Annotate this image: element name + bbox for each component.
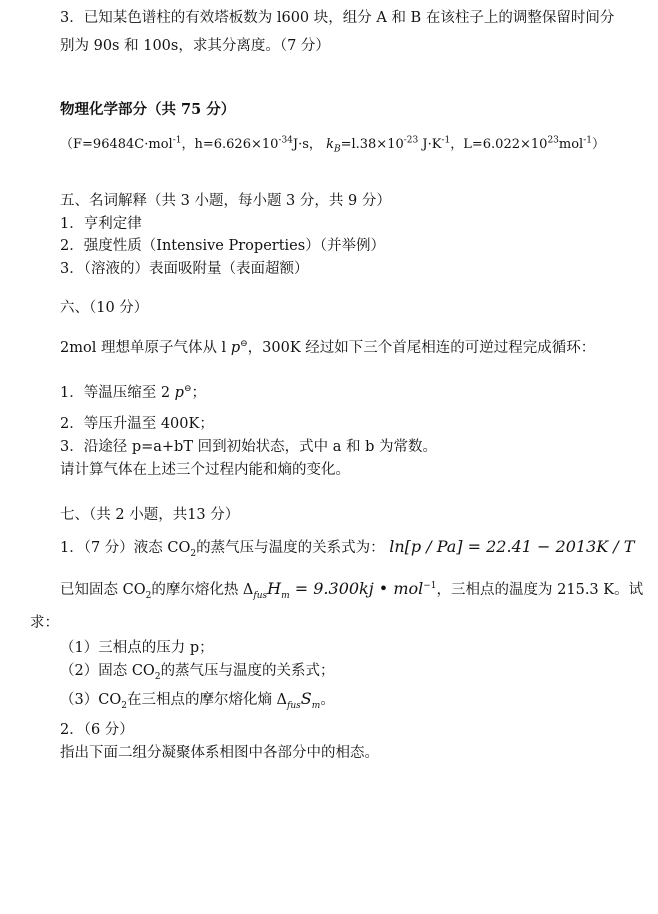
s7-q2-text: 指出下面二组分凝聚体系相图中各部分中的相态。 xyxy=(60,745,379,761)
section-title: 物理化学部分（共 75 分） xyxy=(60,101,236,118)
s7-known: 已知固态 $CO_2$的摩尔熔化热 $\Delta_{fus}H_m = 9.300kj$ • mol$^{-1}$，三相点的温度为 215.3 K。试 xyxy=(60,579,644,601)
vapor-pressure-equation: ln[p / Pa] = 22.41 − 2013K / T xyxy=(389,537,635,556)
s5-item-1: 1．亨利定律 xyxy=(60,216,142,232)
s6-intro: 2mol 理想单原子气体从 l p⊖，300K 经过如下三个首尾相连的可逆过程完成循环： xyxy=(60,339,596,356)
s5-item-3: 3．（溶液的）表面吸附量（表面超额） xyxy=(60,261,309,277)
s7-q2-title: 2．（6 分） xyxy=(60,722,134,738)
s7-q1: 1．（7 分）液态 $CO_2$的蒸气压与温度的关系式为： ln[p / Pa] = 22.41 − 2013K / T xyxy=(60,537,635,559)
s7-qiu: 求： xyxy=(30,615,59,631)
s7-sub-3: $(3)CO_2$在三相点的摩尔熔化熵 $\Delta_{fus}S_m$。 xyxy=(60,689,335,711)
s7-sub-1: （1）三相点的压力 p； xyxy=(60,640,214,656)
section-5-title: 五、名词解释（共 3 小题，每小题 3 分，共 9 分） xyxy=(60,193,391,209)
section-7-title: 七、（共 2 小题，共13 分） xyxy=(60,507,240,523)
s6-step-2: 2．等压升温至 400K； xyxy=(60,416,214,432)
s5-item-2: 2．强度性质（Intensive Properties）（并举例） xyxy=(60,238,385,254)
q3-line-2: 别为 90s 和 100s，求其分离度。（7 分） xyxy=(60,38,330,54)
s7-sub-2: （2）固态 $CO_2$的蒸气压与温度的关系式； xyxy=(60,663,335,682)
constants-line: （F=96484C·mol$^{-1}$，$h=6.626\times 10^{-34}J\cdot s$， $k_B=l.38\times 10^{-23}$ $J\cdot K^{-1}$，$L=6.022\times 10^{23}mol^{-1}$） xyxy=(60,135,605,155)
s6-ask: 请计算气体在上述三个过程内能和熵的变化。 xyxy=(60,462,350,478)
section-6-title: 六、（10 分） xyxy=(60,300,149,316)
s6-step-1: 1．等温压缩至 2 p⊖； xyxy=(60,384,207,401)
q3-line-1: 3．已知某色谱柱的有效塔板数为 l600 块，组分 A 和 B 在该柱子上的调整保留时间分 xyxy=(60,10,615,26)
s6-step-3: 3．沿途径 p=a+bT 回到初始状态，式中 a 和 b 为常数。 xyxy=(60,439,437,455)
